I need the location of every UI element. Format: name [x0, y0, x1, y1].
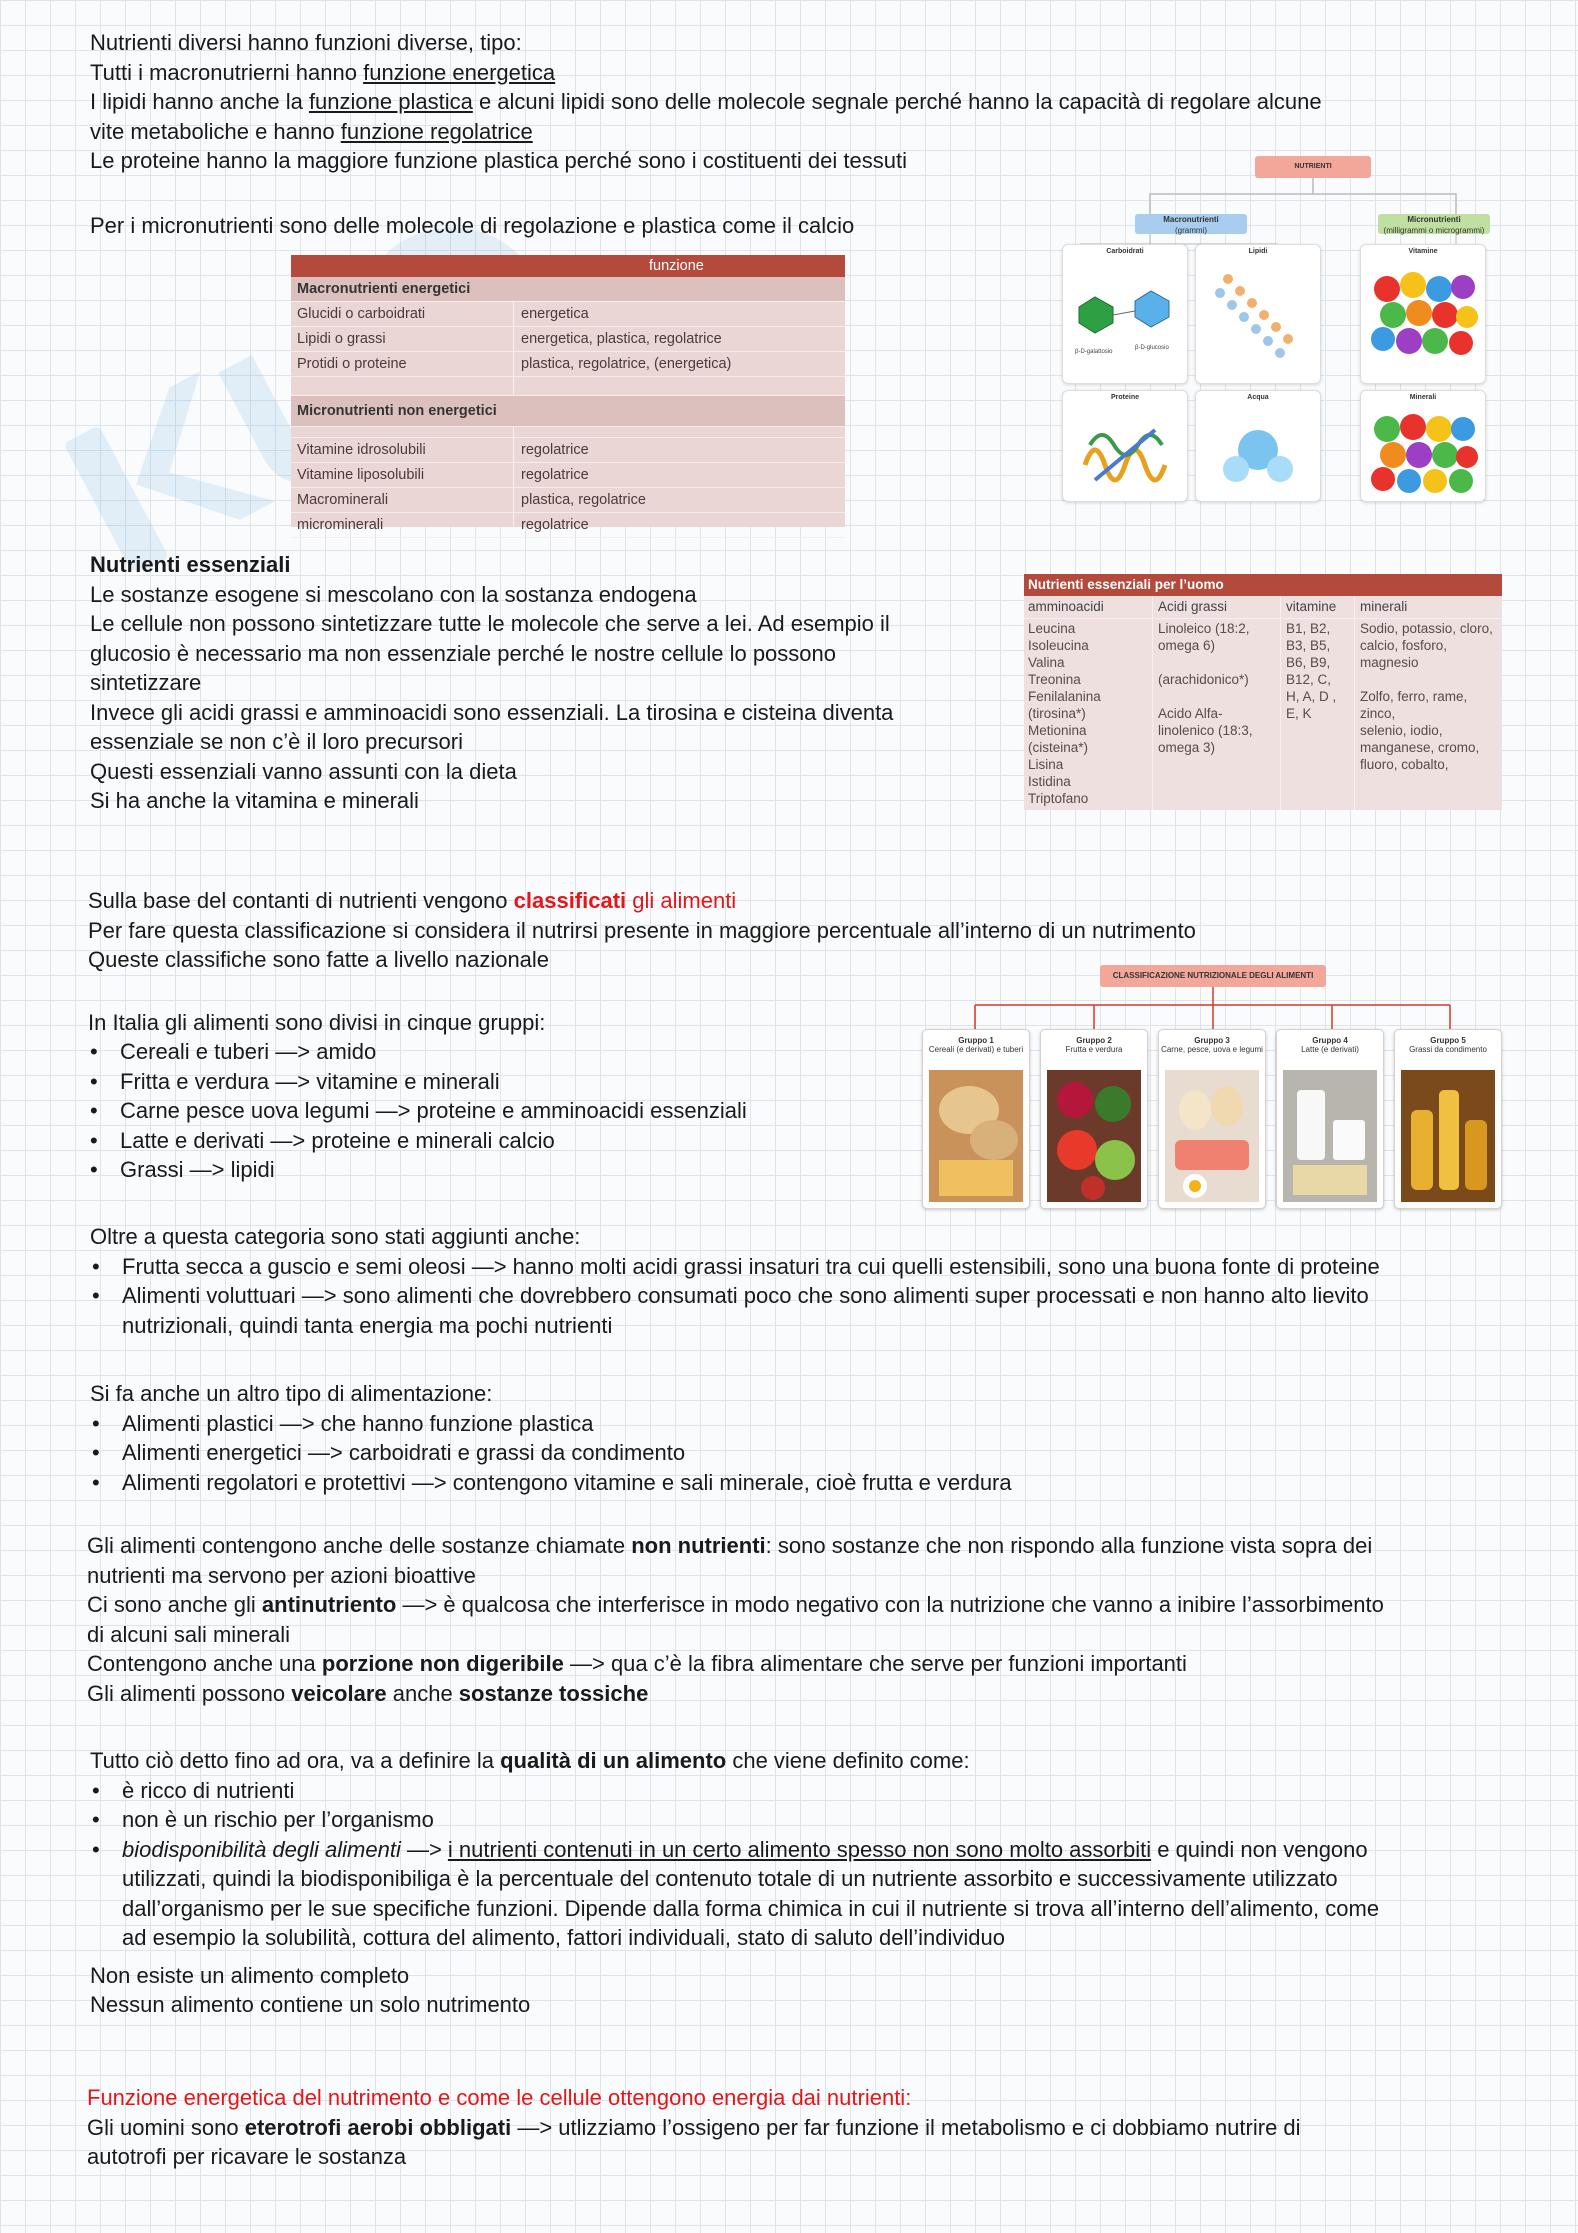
section-heading: Funzione energetica del nutrimento e come le cellule ottengono energia dai nutrienti: — [87, 2085, 912, 2110]
added-list — [90, 1252, 1380, 1341]
list-item: • Alimenti regolatori e protettivi —> contengono vitamine e sali minerale, cioè frutta e verdura — [90, 1468, 1012, 1498]
card-acqua: Acqua — [1195, 390, 1321, 502]
vitamins-pills-icon — [1363, 259, 1483, 369]
vitamins-column: B1, B2, B3, B5, B6, B9, B12, C, H, A, D , E, K — [1286, 621, 1337, 721]
dairy-image — [1283, 1070, 1377, 1202]
diagram-micro-node: Micronutrienti (milligrammi o microgrammi) — [1378, 214, 1490, 234]
text-line: Le sostanze esogene si mescolano con la sostanza endogena — [90, 581, 697, 607]
protein-structure-icon — [1065, 405, 1185, 495]
text-line: glucosio è necessario ma non essenziale perché le nostre cellule lo possono — [90, 640, 837, 666]
column-header: Acidi grassi — [1158, 599, 1228, 614]
bold-term: sostanze tossiche — [458, 1680, 649, 1706]
list-item: • non è un rischio per l’organismo — [90, 1805, 1379, 1835]
carbohydrate-molecule-icon — [1065, 259, 1185, 369]
intro-line: vite metaboliche e hanno funzione regolatrice — [90, 118, 533, 144]
alimentation-list — [90, 1409, 1012, 1498]
card-minerali: Minerali — [1360, 390, 1486, 502]
section-heading: Nutrienti essenziali — [90, 552, 291, 577]
group-connectors — [918, 965, 1512, 1035]
text-line: Nessun alimento contiene un solo nutrimento — [90, 1992, 531, 2017]
group-card: Gruppo 3 Carne, pesce, uova e legumi — [1158, 1029, 1266, 1209]
text-line: di alcuni sali minerali — [87, 1621, 290, 1647]
list-item: • Carne pesce uova legumi —> proteine e amminoacidi essenziali — [88, 1096, 1196, 1126]
card-lipidi: Lipidi — [1195, 244, 1321, 384]
text-line: essenziale se non c’è il loro precursori — [90, 729, 463, 754]
group-card: Gruppo 2 Frutta e verdura — [1040, 1029, 1148, 1209]
table-row: Vitamine idrosolubili regolatrice — [291, 438, 845, 463]
underlined-term: funzione plastica — [308, 89, 473, 114]
bold-term: porzione non digeribile — [321, 1651, 564, 1676]
list-item: • Fritta e verdura —> vitamine e minerali — [88, 1067, 1196, 1097]
intro-line: Nutrienti diversi hanno funzioni diverse, tipo: — [90, 30, 522, 55]
group-card: Gruppo 1 Cereali (e derivati) e tuberi — [922, 1029, 1030, 1209]
highlight-term: classificati — [513, 888, 627, 913]
table-row: Vitamine liposolubili regolatrice — [291, 463, 845, 488]
table-section-title: Macronutrienti energetici — [291, 277, 845, 302]
text-line: In Italia gli alimenti sono divisi in cinque gruppi: — [88, 1009, 546, 1035]
table-row: Macrominerali plastica, regolatrice — [291, 488, 845, 513]
text-line: Sulla base del contanti di nutrienti vengono classificati gli alimenti — [88, 888, 737, 913]
table-row: Lipidi o grassi energetica, plastica, regolatrice — [291, 327, 845, 352]
column-header: vitamine — [1286, 599, 1337, 614]
table-row: microminerali regolatrice — [291, 513, 845, 538]
text-line: Gli uomini sono eterotrofi aerobi obbligati —> utlizziamo l’ossigeno per far funzione il metabolismo e ci dobbiamo nutrire di — [87, 2114, 1301, 2140]
nutrient-function-table — [291, 255, 845, 533]
intro-line: Per i micronutrienti sono delle molecole di regolazione e plastica come il calcio — [90, 212, 855, 238]
text-line: Questi essenziali vanno assunti con la dieta — [90, 758, 517, 784]
carb-label: β-D-glucosio — [1135, 345, 1169, 351]
intro-line: I lipidi hanno anche la funzione plastica e alcuni lipidi sono delle molecole segnale perché hanno la capacità di regolare alcune — [90, 89, 1322, 114]
text-line: nutrienti ma servono per azioni bioattive — [87, 1562, 476, 1588]
text-line: Gli alimenti contengono anche delle sostanze chiamate non nutrienti: sono sostanze che non rispondo alla funzione vista sopra dei — [87, 1533, 1373, 1558]
text-line: Non esiste un alimento completo — [90, 1962, 410, 1988]
list-item: • Alimenti plastici —> che hanno funzione plastica — [90, 1409, 1012, 1439]
bread-pasta-image — [929, 1070, 1023, 1202]
water-molecule-icon — [1198, 405, 1318, 495]
text-line: Invece gli acidi grassi e amminoacidi sono essenziali. La tirosina e cisteina diventa — [90, 699, 894, 725]
diagram-root: CLASSIFICAZIONE NUTRIZIONALE DEGLI ALIMENTI — [1100, 965, 1326, 987]
list-item: • Latte e derivati —> proteine e minerali calcio — [88, 1126, 1196, 1156]
underlined-term: i nutrienti contenuti in un certo alimento spesso non sono molto assorbiti — [447, 1836, 1152, 1862]
list-item: • Alimenti energetici —> carboidrati e grassi da condimento — [90, 1438, 1012, 1468]
underlined-term: funzione regolatrice — [340, 118, 533, 144]
fatty-acids-column: Linoleico (18:2, omega 6) (arachidonico*) Acido Alfa- linolenico (18:3, omega 3) — [1158, 621, 1253, 755]
underlined-term: funzione energetica — [363, 59, 556, 85]
diagram-macro-node: Macronutrienti (grammi) — [1135, 214, 1247, 234]
group-card: Gruppo 4 Latte (e derivati) — [1276, 1029, 1384, 1209]
card-proteine: Proteine — [1062, 390, 1188, 502]
quality-list — [90, 1776, 1379, 1953]
essential-section — [90, 550, 893, 816]
diagram-root: NUTRIENTI — [1255, 156, 1371, 178]
column-header: amminoacidi — [1028, 599, 1104, 614]
text-line: Contengono anche una porzione non digeribile —> qua c’è la fibra alimentare che serve per funzioni importanti — [87, 1651, 1187, 1676]
text-line: Per fare questa classificazione si considera il nutrirsi presente in maggiore percentuale all’interno di un nutrimento — [88, 917, 1196, 943]
bold-term: non nutrienti — [631, 1533, 766, 1558]
text-line: Ci sono anche gli antinutriento —> è qualcosa che interferisce in modo negativo con la nutrizione che vanno a inibire l’assorbimento — [87, 1592, 1384, 1617]
fruit-vegetables-image — [1047, 1070, 1141, 1202]
text-line: Gli alimenti possono veicolare anche sostanze tossiche — [87, 1680, 649, 1706]
table-row: Protidi o proteine plastica, regolatrice, (energetica) — [291, 352, 845, 377]
text-line: autotrofi per ricavare le sostanza — [87, 2144, 407, 2169]
group-card: Gruppo 5 Grassi da condimento — [1394, 1029, 1502, 1209]
intro-line: Le proteine hanno la maggiore funzione plastica perché sono i costituenti dei tessuti — [90, 148, 907, 173]
table-header: Nutrienti essenziali per l’uomo — [1024, 574, 1502, 596]
text-line: Si fa anche un altro tipo di alimentazione: — [90, 1381, 493, 1406]
table-row: Glucidi o carboidrati energetica — [291, 302, 845, 327]
bold-term: veicolare — [291, 1680, 387, 1706]
list-item: • Frutta secca a guscio e semi oleosi —> hanno molti acidi grassi insaturi tra cui quelli estensibili, sono una buona fonte di proteine — [90, 1252, 1380, 1282]
card-carboidrati: Carboidrati β-D-galattosio β-D-glucosio — [1062, 244, 1188, 384]
bold-term: antinutriento — [261, 1592, 397, 1617]
list-item: • è ricco di nutrienti — [90, 1776, 1379, 1806]
alimentation-section — [90, 1379, 1012, 1497]
text-line: sintetizzare — [90, 670, 202, 695]
meat-fish-eggs-image — [1165, 1070, 1259, 1202]
text-line: Queste classifiche sono fatte a livello nazionale — [88, 947, 550, 972]
quality-section — [90, 1746, 1379, 2020]
intro-line: Tutti i macronutrierni hanno funzione energetica — [90, 59, 556, 85]
nutrient-diagram — [1060, 154, 1510, 504]
text-line: Si ha anche la vitamina e minerali — [90, 788, 419, 813]
oils-fats-image — [1401, 1070, 1495, 1202]
added-categories-section — [90, 1222, 1380, 1340]
list-item: • biodisponibilità degli alimenti —> i nutrienti contenuti in un certo alimento spesso non sono molto assorbiti e quindi non vengono utilizzati, quindi la biodisponibiliga è la percentuale del contenuto totale di un nutriente assorbito e successivamente utilizzato dall’organismo per le sue specifiche funzioni. Dipende dalla forma chimica in cui il nutriente si trova all’interno dell’alimento, come ad esempio la solubilità, cottura del alimento, fattori individuali, stato di saluto dell’individuo — [90, 1835, 1379, 1953]
text-line: Le cellule non possono sintetizzare tutte le molecole che serve a lei. Ad esempio il — [90, 611, 890, 636]
list-item: • Alimenti voluttuari —> sono alimenti che dovrebbero consumati poco che sono alimenti super processati e non hanno alto lievito nutrizionali, quindi tanta energia ma pochi nutrienti — [90, 1281, 1380, 1340]
minerals-column: Sodio, potassio, cloro, calcio, fosforo, magnesio Zolfo, ferro, rame, zinco, selenio, iodio, manganese, cromo, fluoro, cobalto, — [1360, 621, 1493, 772]
list-item: • Grassi —> lipidi — [88, 1155, 1196, 1185]
table-section-title: Micronutrienti non energetici — [291, 396, 845, 427]
list-item: • Cereali e tuberi —> amido — [88, 1037, 1196, 1067]
non-nutrients-section — [87, 1531, 1384, 1708]
lipid-bilayer-icon — [1198, 259, 1318, 379]
carb-label: β-D-galattosio — [1075, 349, 1113, 355]
column-header: minerali — [1360, 599, 1408, 614]
food-groups-diagram — [918, 965, 1512, 1215]
bold-term: eterotrofi aerobi obbligati — [244, 2114, 512, 2140]
text-line: Oltre a questa categoria sono stati aggiunti anche: — [90, 1224, 581, 1249]
essential-nutrients-table — [1024, 574, 1502, 810]
text-line: Tutto ciò detto fino ad ora, va a definire la qualità di un alimento che viene definito come: — [90, 1748, 970, 1773]
amino-acids-column: Leucina Isoleucina Valina Treonina Fenilalanina (tirosina*) Metionina (cisteina*) Lisina Istidina Triptofano — [1028, 621, 1101, 806]
bold-term: qualità di un alimento — [500, 1748, 727, 1773]
table-header: funzione — [291, 255, 845, 277]
card-vitamine: Vitamine — [1360, 244, 1486, 384]
minerals-pills-icon — [1363, 405, 1483, 495]
energy-section — [87, 2083, 1301, 2172]
